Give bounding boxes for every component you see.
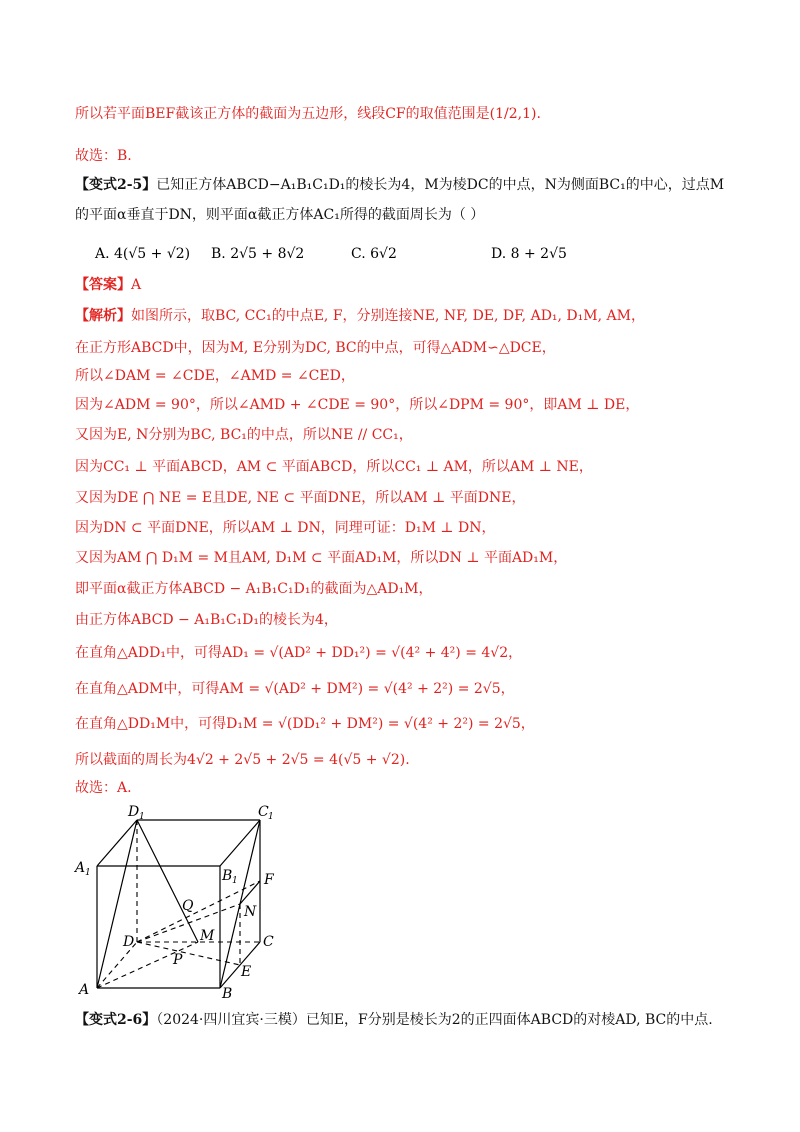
analysis-label: 【解析】 [75,308,131,324]
analysis-line-15: 故选：A. [75,780,132,796]
problem-2-5-text1: 已知正方体ABCD−A₁B₁C₁D₁的棱长为4，M为棱DC的中点，N为侧面BC₁的中心，过点M [156,177,725,193]
seg-d-f [137,881,260,942]
seg-d1-m [137,820,198,942]
label-a1: A [75,860,86,876]
label-d1: D [128,804,140,820]
problem-2-6-label: 【变式2-6】 [75,1012,157,1028]
option-c: C. 6√2 [351,246,397,262]
label-p: P [173,952,183,968]
problem-2-5-label: 【变式2-5】 [75,177,157,193]
label-d: D [123,934,135,950]
label-m: M [200,928,215,944]
answer [75,275,141,295]
option-d: D. 8 + 2√5 [491,246,567,262]
prev-choice: 故选：B. [75,148,132,164]
answer-label: 【答案】 [75,277,131,293]
svg-text:1: 1 [139,812,145,822]
label-c: C [263,934,274,950]
problem-2-6 [75,1010,713,1030]
label-c1: C [258,804,269,820]
analysis-line-5: 因为CC₁ ⊥ 平面ABCD，AM ⊂ 平面ABCD，所以CC₁ ⊥ AM，所以AM ⊥ NE， [75,459,593,475]
analysis-line-1: 在正方形ABCD中，因为M, E分别为DC, BC的中点，可得△ADM∽△DCE， [75,340,556,356]
analysis-line-6: 又因为DE ⋂ NE = E且DE, NE ⊂ 平面DNE，所以AM ⊥ 平面DNE， [75,490,526,506]
analysis-line-10: 由正方体ABCD − A₁B₁C₁D₁的棱长为4， [75,612,338,628]
svg-text:1: 1 [268,812,274,822]
option-b: B. 2√5 + 8√2 [211,246,305,262]
prev-conclusion: 所以若平面BEF截该正方体的截面为五边形，线段CF的取值范围是(1/2,1). [75,106,541,122]
analysis-line-13: 在直角△DD₁M中，可得D₁M = √(DD₁² + DM²) = √(4² + 2²) = 2√5， [75,716,535,732]
answer-value: A [131,277,142,293]
label-b1: B [222,868,233,884]
analysis-line-12: 在直角△ADM中，可得AM = √(AD² + DM²) = √(4² + 2²) = 2√5， [75,681,515,697]
seg-d-e [137,942,240,965]
analysis-line-3: 因为∠ADM = 90°，所以∠AMD + ∠CDE = 90°，所以∠DPM = 90°，即AM ⊥ DE， [75,397,640,413]
label-b: B [222,986,233,1000]
analysis-line-2: 所以∠DAM = ∠CDE，∠AMD = ∠CED， [75,368,355,384]
label-f: F [264,872,274,888]
label-e: E [241,964,252,980]
label-a: A [79,982,90,998]
analysis-line-8: 又因为AM ⋂ D₁M = M且AM, D₁M ⊂ 平面AD₁M，所以DN ⊥ 平面AD₁M， [75,550,568,566]
seg-a-m [97,942,198,988]
svg-text:1: 1 [232,876,238,886]
seg-a-d1 [97,820,137,988]
problem-2-6-text: （2024·四川宜宾·三模）已知E，F分别是棱长为2的正四面体ABCD的对棱AD, BC的中点. [156,1012,713,1028]
svg-text:1: 1 [85,868,91,878]
analysis-line-4: 又因为E, N分别为BC, BC₁的中点，所以NE // CC₁， [75,427,413,443]
analysis-line-0: 【解析】如图所示，取BC, CC₁的中点E, F，分别连接NE, NF, DE, DF, AD₁, D₁M, AM， [75,308,645,324]
cube-figure [70,800,300,1000]
label-n: N [244,904,257,920]
problem-2-5-line1 [75,175,724,195]
problem-2-5-line2: 的平面α垂直于DN，则平面α截正方体AC₁所得的截面周长为（ ） [75,207,485,223]
analysis-line-9: 即平面α截正方体ABCD − A₁B₁C₁D₁的截面为△AD₁M， [75,581,433,597]
analysis-line-7: 因为DN ⊂ 平面DNE，所以AM ⊥ DN，同理可证：D₁M ⊥ DN， [75,520,496,536]
label-q: Q [182,898,194,914]
analysis-line-11: 在直角△ADD₁中，可得AD₁ = √(AD² + DD₁²) = √(4² + 4²) = 4√2， [75,645,523,661]
option-a: A. 4(√5 + √2) [95,246,191,262]
analysis-line-14: 所以截面的周长为4√2 + 2√5 + 2√5 = 4(√5 + √2). [75,752,410,768]
